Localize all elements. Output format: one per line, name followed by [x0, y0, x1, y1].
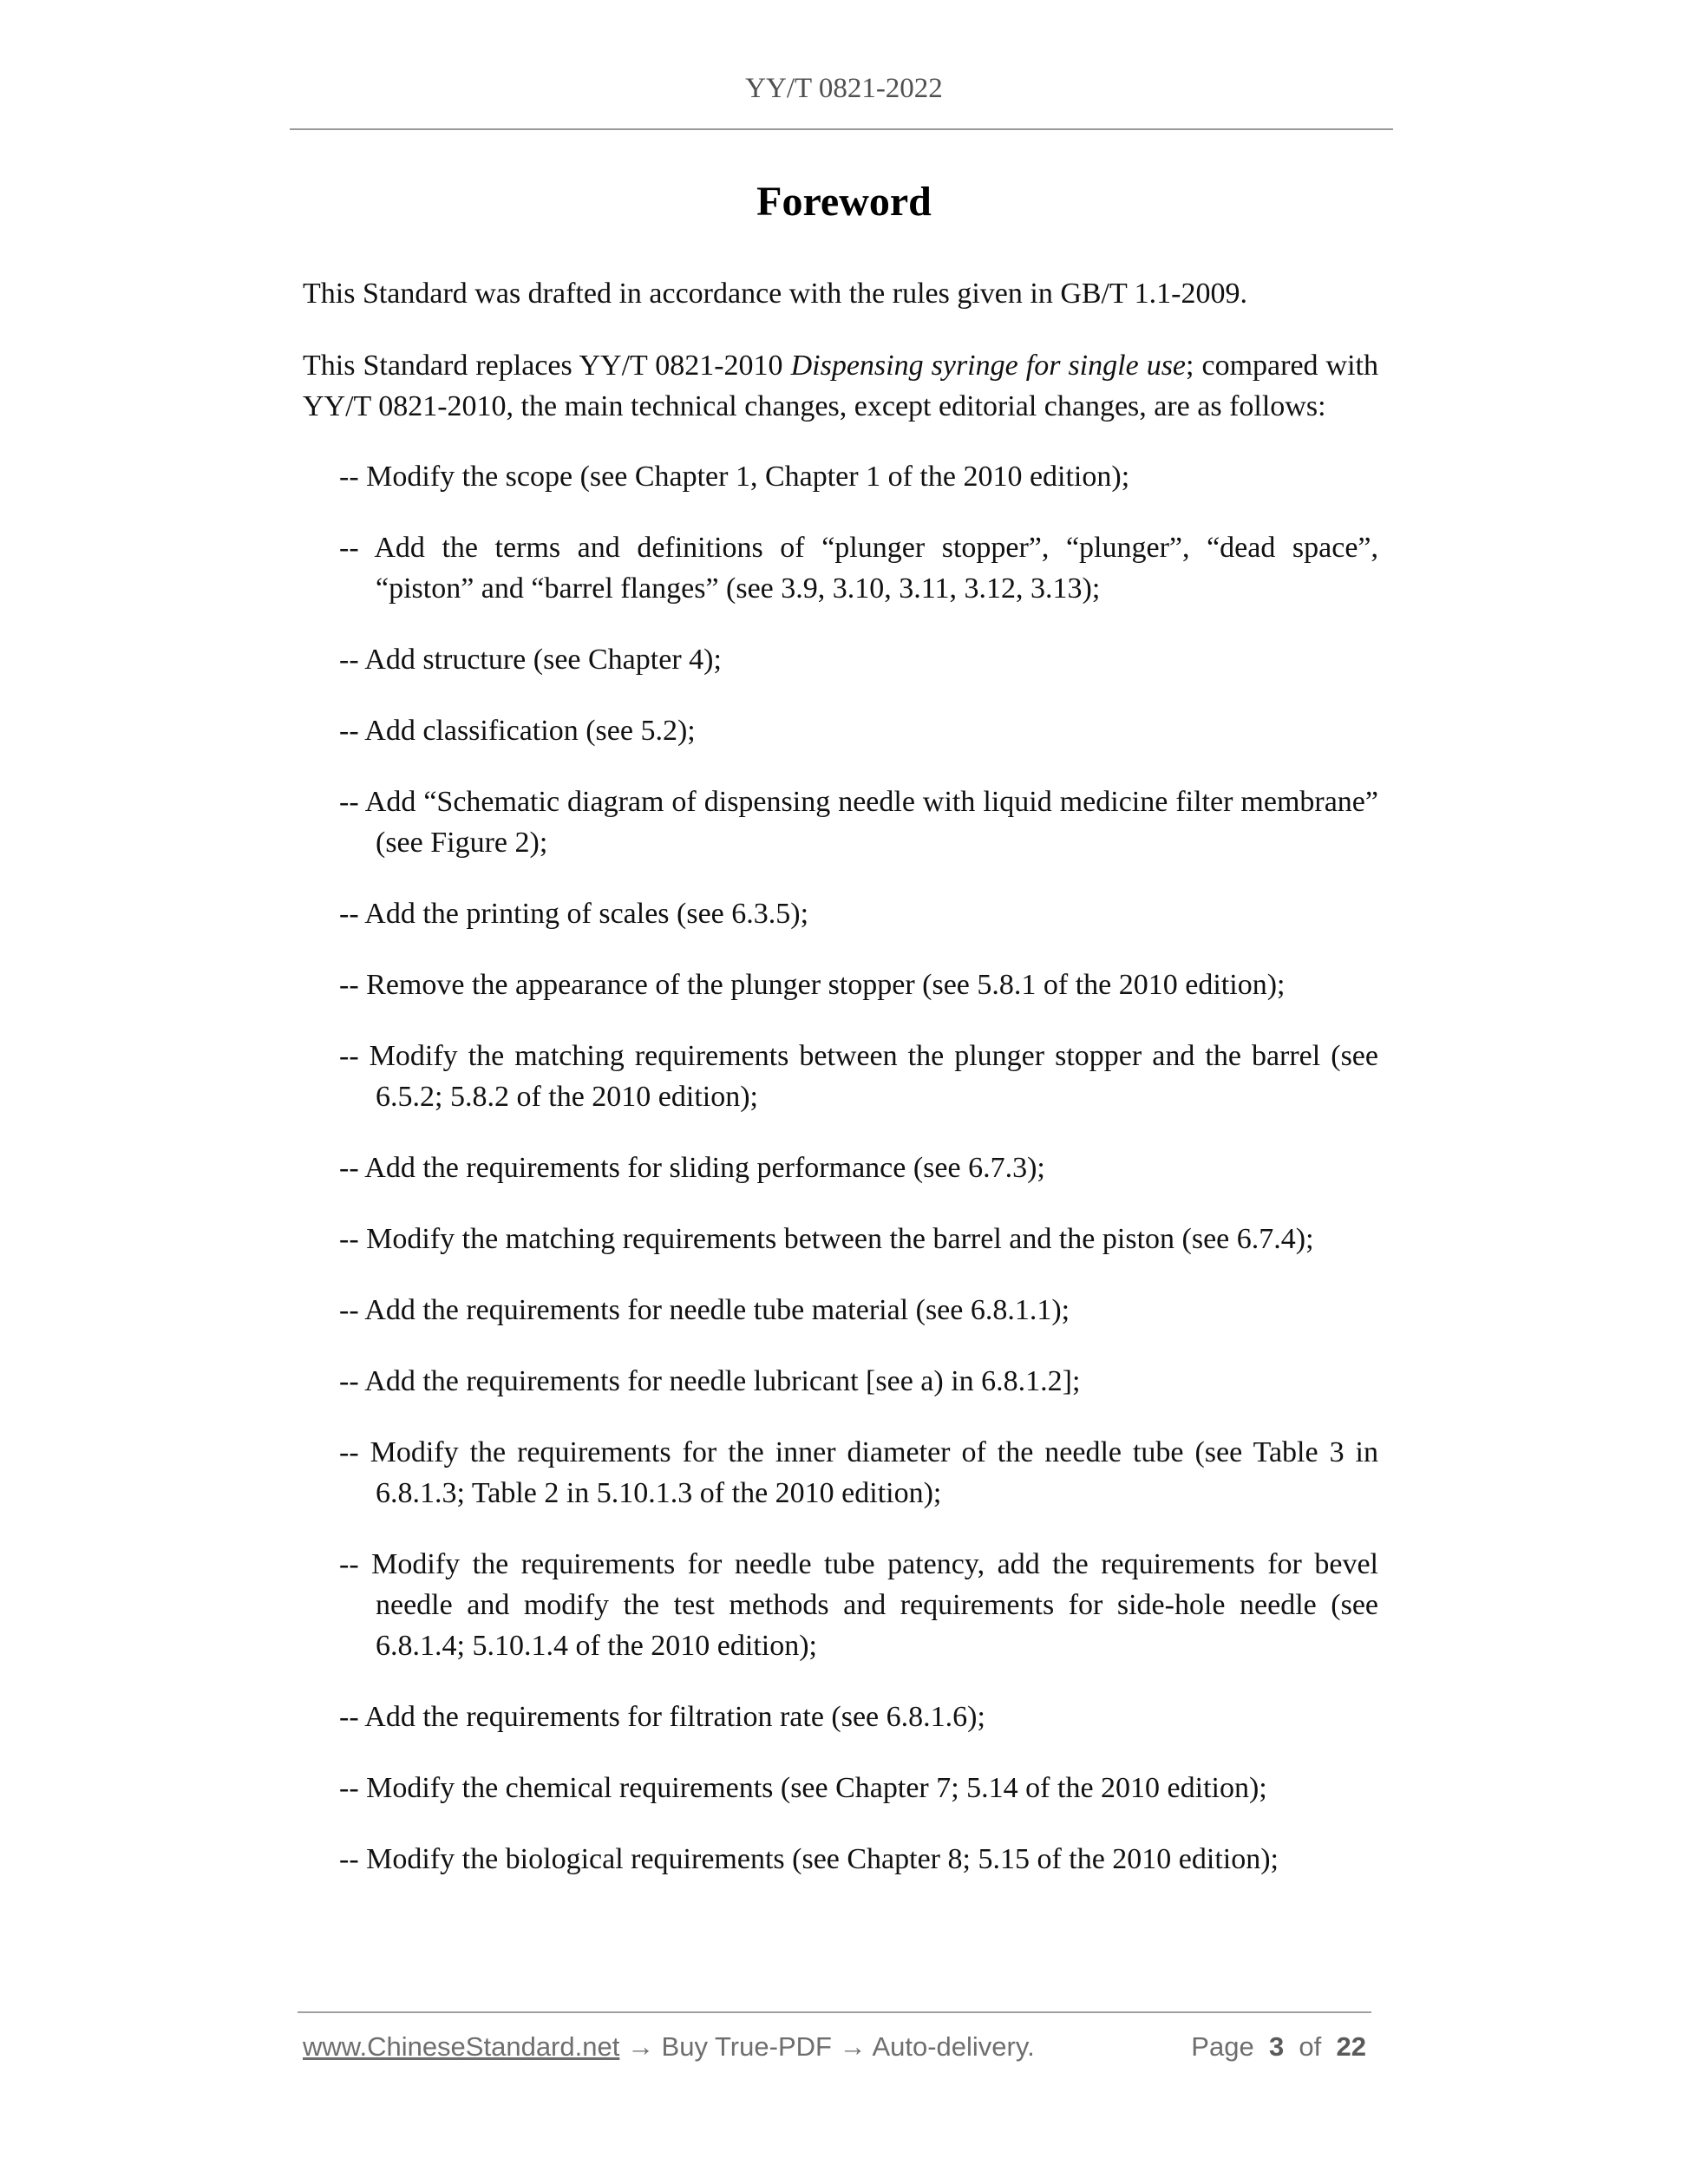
- replaced-standard-title: Dispensing syringe for single use: [790, 350, 1187, 382]
- header-divider: [290, 128, 1393, 130]
- change-item: -- Modify the matching requirements between the barrel and the piston (see 6.7.4);: [339, 1223, 1314, 1255]
- change-item: -- Add the terms and definitions of “plunger stopper”, “plunger”, “dead space”, “piston” and “barrel flanges” (see 3.9, 3.10, 3.11, 3.12, 3.13);: [339, 532, 1378, 605]
- page-current: 3: [1268, 2031, 1285, 2062]
- change-item: -- Add “Schematic diagram of dispensing needle with liquid medicine filter membrane” (see Figure 2);: [339, 786, 1378, 859]
- page-number: [1191, 2031, 1366, 2063]
- change-item: -- Add structure (see Chapter 4);: [339, 644, 722, 676]
- website-link[interactable]: www.ChineseStandard.net: [303, 2031, 620, 2062]
- change-item: -- Modify the matching requirements between the plunger stopper and the barrel (see 6.5.2; 5.8.2 of the 2010 edition);: [339, 1040, 1378, 1113]
- footer-promo: [303, 2031, 1035, 2063]
- change-item: -- Remove the appearance of the plunger stopper (see 5.8.1 of the 2010 edition);: [339, 969, 1286, 1001]
- page-title: Foreword: [756, 179, 932, 225]
- change-item: -- Modify the biological requirements (see Chapter 8; 5.15 of the 2010 edition);: [339, 1843, 1279, 1875]
- change-item: -- Add the requirements for needle tube material (see 6.8.1.1);: [339, 1294, 1070, 1326]
- page-label: Page: [1191, 2031, 1254, 2062]
- change-item: -- Modify the chemical requirements (see Chapter 7; 5.14 of the 2010 edition);: [339, 1772, 1267, 1804]
- replaces-suffix: ; compared with YY/T 0821-2010, the main technical changes, except editorial changes, are as follows:: [303, 350, 1379, 422]
- change-item: -- Add the requirements for filtration rate (see 6.8.1.6);: [339, 1701, 985, 1733]
- drafting-paragraph: This Standard was drafted in accordance with the rules given in GB/T 1.1-2009.: [303, 278, 1247, 310]
- page-of-label: of: [1299, 2031, 1322, 2062]
- promo-text: → Buy True-PDF → Auto-delivery.: [619, 2031, 1035, 2062]
- change-item: -- Modify the requirements for needle tube patency, add the requirements for bevel needle and modify the test methods and requirements for side-hole needle (see 6.8.1.4; 5.10.1.4 of the 2010 edition);: [339, 1548, 1378, 1662]
- change-item: -- Modify the requirements for the inner diameter of the needle tube (see Table 3 in 6.8.1.3; Table 2 in 5.10.1.3 of the 2010 edition);: [339, 1436, 1378, 1509]
- running-header: YY/T 0821-2022: [745, 73, 943, 104]
- replaces-paragraph: [303, 345, 1378, 427]
- footer-divider: [298, 2011, 1371, 2013]
- replaces-prefix: This Standard replaces YY/T 0821-2010: [303, 350, 791, 382]
- change-item: -- Add the printing of scales (see 6.3.5);: [339, 898, 809, 930]
- change-item: -- Add the requirements for needle lubricant [see a) in 6.8.1.2];: [339, 1365, 1081, 1397]
- change-item: -- Add the requirements for sliding performance (see 6.7.3);: [339, 1152, 1045, 1184]
- change-item: -- Modify the scope (see Chapter 1, Chapter 1 of the 2010 edition);: [339, 461, 1130, 493]
- change-item: -- Add classification (see 5.2);: [339, 715, 696, 747]
- document-body: [303, 273, 1378, 1910]
- changes-list: [303, 456, 1378, 1880]
- page-total: 22: [1336, 2031, 1366, 2062]
